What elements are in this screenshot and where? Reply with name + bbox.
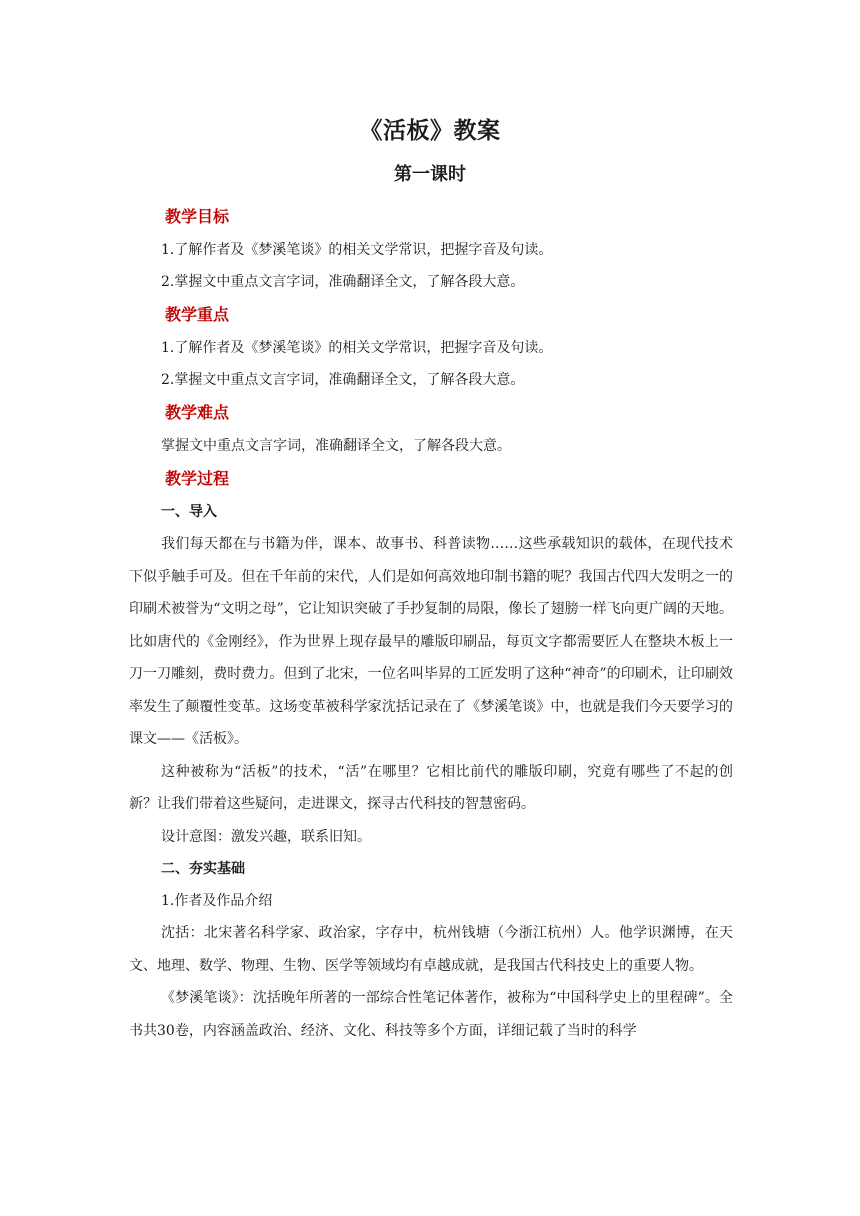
paragraph: 沈括：北宋著名科学家、政治家，字存中，杭州钱塘（今浙江杭州）人。他学识渊博，在天文、地理、数学、物理、生物、医学等领域均有卓越成就，是我国古代科技史上的重要人物。 <box>129 925 733 974</box>
difficulties-heading: 教学难点 <box>165 403 230 422</box>
document-body <box>129 200 733 1047</box>
section-heading-basics: 二、夯实基础 <box>161 861 245 877</box>
paragraph: 《梦溪笔谈》：沈括晚年所著的一部综合性笔记体著作，被称为“中国科学史上的里程碑”。全书共30卷，内容涵盖政治、经济、文化、科技等多个方面，详细记载了当时的科学 <box>129 990 733 1039</box>
section-heading-intro: 一、导入 <box>161 504 217 520</box>
goals-heading: 教学目标 <box>165 207 230 226</box>
key-points-heading: 教学重点 <box>165 305 230 324</box>
goal-item: 2.掌握文中重点文言字词，准确翻译全文，了解各段大意。 <box>161 274 525 290</box>
document-subtitle: 第一课时 <box>394 164 466 185</box>
document-title: 《活板》教案 <box>359 118 501 144</box>
key-point-item: 2.掌握文中重点文言字词，准确翻译全文，了解各段大意。 <box>161 372 525 388</box>
paragraph: 这种被称为“活板”的技术，“活”在哪里？它相比前代的雕版印刷，究竟有哪些了不起的创新？让我们带着这些疑问，走进课文，探寻古代科技的智慧密码。 <box>129 763 733 812</box>
design-intent-note: 设计意图：激发兴趣，联系旧知。 <box>161 828 371 845</box>
sub-item: 1.作者及作品介绍 <box>161 893 273 909</box>
key-point-item: 1.了解作者及《梦溪笔谈》的相关文学常识，把握字音及句读。 <box>161 340 553 356</box>
paragraph: 我们每天都在与书籍为伴，课本、故事书、科普读物……这些承载知识的载体，在现代技术下似乎触手可及。但在千年前的宋代，人们是如何高效地印制书籍的呢？我国古代四大发明之一的印刷术被誉为“文明之母”，它让知识突破了手抄复制的局限，像长了翅膀一样飞向更广阔的天地。比如唐代的《金刚经》，作为世界上现存最早的雕版印刷品，每页文字都需要匠人在整块木板上一刀一刀雕刻，费时费力。但到了北宋，一位名叫毕昇的工匠发明了这种“神奇”的印刷术，让印刷效率发生了颠覆性变革。这场变革被科学家沈括记录在了《梦溪笔谈》中，也就是我们今天要学习的课文——《活板》。 <box>129 536 733 747</box>
process-heading: 教学过程 <box>165 469 230 488</box>
difficulty-item: 掌握文中重点文言字词，准确翻译全文，了解各段大意。 <box>161 438 511 454</box>
goal-item: 1.了解作者及《梦溪笔谈》的相关文学常识，把握字音及句读。 <box>161 242 553 258</box>
